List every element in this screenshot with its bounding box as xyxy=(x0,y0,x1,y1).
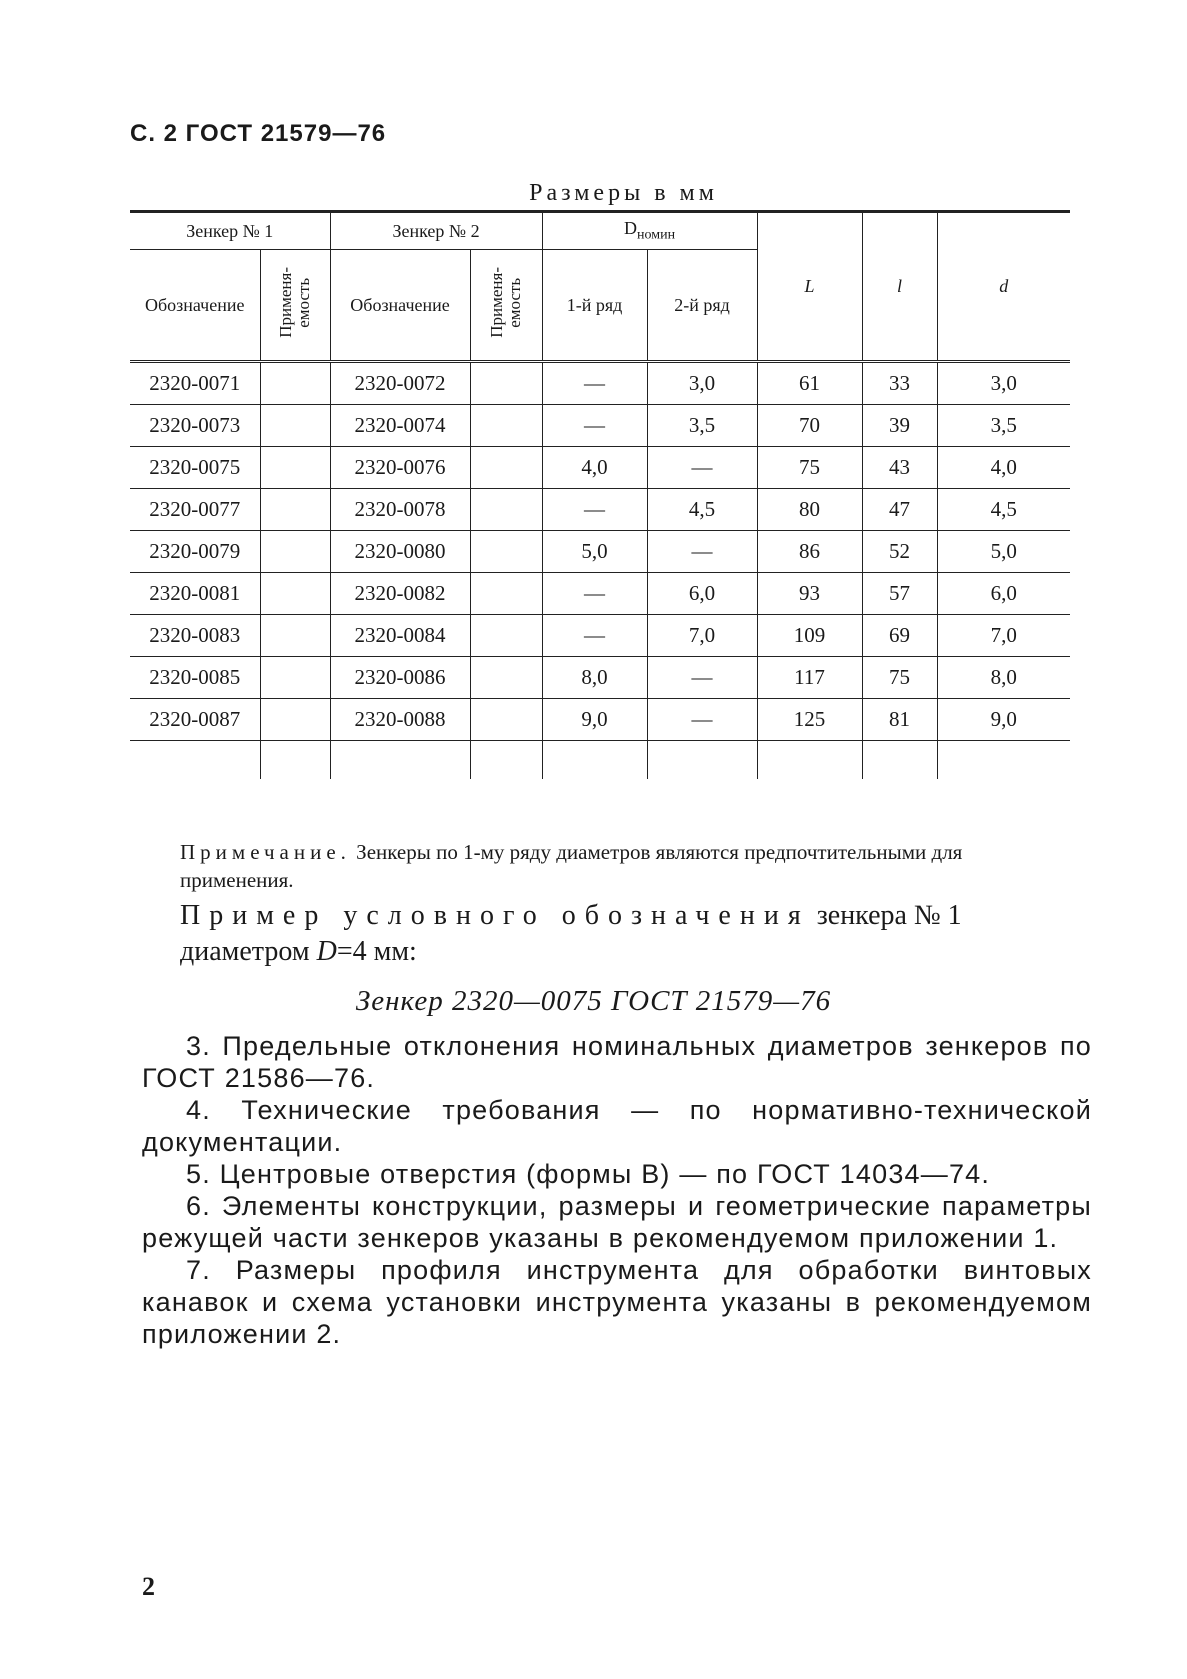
row1-value: — xyxy=(542,405,647,447)
example-rest: зенкера № 1 xyxy=(809,900,962,931)
L-value: 109 xyxy=(757,615,862,657)
z2-applicability xyxy=(470,405,542,447)
z2-applicability xyxy=(470,447,542,489)
row2-value: — xyxy=(647,657,757,699)
d-value: 8,0 xyxy=(937,657,1070,699)
z1-designation: 2320-0079 xyxy=(130,531,260,573)
z2-designation: 2320-0078 xyxy=(330,489,470,531)
l-value: 33 xyxy=(862,362,937,405)
L-value: 61 xyxy=(757,362,862,405)
z1-applicability xyxy=(260,699,330,741)
table-row xyxy=(130,573,1070,615)
filler-cell xyxy=(330,741,470,780)
table-row xyxy=(130,362,1070,405)
L-value: 75 xyxy=(757,447,862,489)
page-header: С. 2 ГОСТ 21579—76 xyxy=(130,120,387,147)
l-value: 69 xyxy=(862,615,937,657)
L-value: 125 xyxy=(757,699,862,741)
z1-applicability-header xyxy=(260,250,330,362)
d-value: 5,0 xyxy=(937,531,1070,573)
row2-value: 6,0 xyxy=(647,573,757,615)
col-L-header: L xyxy=(757,212,862,362)
dimensions-table xyxy=(130,210,1070,779)
row1-value: — xyxy=(542,362,647,405)
table-row xyxy=(130,699,1070,741)
z2-applicability xyxy=(470,573,542,615)
filler-cell xyxy=(130,741,260,780)
l-value: 57 xyxy=(862,573,937,615)
dnom-subscript: номин xyxy=(637,227,676,243)
z2-designation: 2320-0076 xyxy=(330,447,470,489)
d-value: 3,5 xyxy=(937,405,1070,447)
z2-designation: 2320-0084 xyxy=(330,615,470,657)
row2-value: — xyxy=(647,447,757,489)
row2-value: — xyxy=(647,531,757,573)
filler-cell xyxy=(937,741,1070,780)
row1-value: — xyxy=(542,489,647,531)
z2-designation: 2320-0080 xyxy=(330,531,470,573)
l-value: 39 xyxy=(862,405,937,447)
l-value: 52 xyxy=(862,531,937,573)
zenker2-header: Зенкер № 2 xyxy=(330,212,542,250)
d-value: 7,0 xyxy=(937,615,1070,657)
row1-value: 8,0 xyxy=(542,657,647,699)
d-value: 9,0 xyxy=(937,699,1070,741)
z2-applicability xyxy=(470,531,542,573)
z2-applicability-label: Применя- емость xyxy=(487,267,525,338)
l-value: 75 xyxy=(862,657,937,699)
d-value: 4,0 xyxy=(937,447,1070,489)
L-value: 93 xyxy=(757,573,862,615)
z1-applicability xyxy=(260,573,330,615)
z2-designation: 2320-0074 xyxy=(330,405,470,447)
row2-value: — xyxy=(647,699,757,741)
list-item: 7. Размеры профиля инструмента для обработки винтовых канавок и схема установки инструмента указаны в рекомендуемом приложении 2. xyxy=(142,1255,1092,1349)
z1-designation: 2320-0071 xyxy=(130,362,260,405)
table-row xyxy=(130,615,1070,657)
z1-applicability xyxy=(260,489,330,531)
filler-cell xyxy=(647,741,757,780)
table-row xyxy=(130,489,1070,531)
row1-header: 1-й ряд xyxy=(542,250,647,362)
z1-designation: 2320-0081 xyxy=(130,573,260,615)
dnom-symbol: D xyxy=(624,218,637,239)
L-value: 80 xyxy=(757,489,862,531)
zenker1-header: Зенкер № 1 xyxy=(130,212,330,250)
z2-designation-header: Обозначение xyxy=(330,250,470,362)
z1-applicability xyxy=(260,362,330,405)
z1-applicability xyxy=(260,447,330,489)
row1-value: 4,0 xyxy=(542,447,647,489)
z1-designation: 2320-0073 xyxy=(130,405,260,447)
l-value: 81 xyxy=(862,699,937,741)
row2-value: 3,5 xyxy=(647,405,757,447)
row2-value: 4,5 xyxy=(647,489,757,531)
z1-applicability xyxy=(260,657,330,699)
row2-header: 2-й ряд xyxy=(647,250,757,362)
z1-applicability-label: Применя- емость xyxy=(276,267,313,338)
example-line2-suffix: =4 мм: xyxy=(336,936,417,967)
table-body xyxy=(130,362,1070,780)
example-lead: Пример условного обозначения xyxy=(180,900,810,931)
d-value: 4,5 xyxy=(937,489,1070,531)
z1-designation-header: Обозначение xyxy=(130,250,260,362)
l-value: 47 xyxy=(862,489,937,531)
note-label: Примечание. xyxy=(180,840,351,864)
list-item: 5. Центровые отверстия (формы В) — по ГОСТ 14034—74. xyxy=(186,1159,991,1189)
designation-example: Зенкер 2320—0075 ГОСТ 21579—76 xyxy=(355,985,832,1017)
row1-value: 5,0 xyxy=(542,531,647,573)
dimensions-table-wrap xyxy=(130,210,1070,779)
d-value: 3,0 xyxy=(937,362,1070,405)
L-value: 117 xyxy=(757,657,862,699)
col-d-header: d xyxy=(937,212,1070,362)
items-list xyxy=(142,1030,1092,1350)
z2-applicability xyxy=(470,489,542,531)
L-value: 70 xyxy=(757,405,862,447)
filler-cell xyxy=(260,741,330,780)
z1-designation: 2320-0087 xyxy=(130,699,260,741)
page-number: 2 xyxy=(142,1572,155,1601)
table-row xyxy=(130,657,1070,699)
L-value: 86 xyxy=(757,531,862,573)
z1-applicability xyxy=(260,531,330,573)
filler-cell xyxy=(862,741,937,780)
z1-applicability xyxy=(260,405,330,447)
filler-cell xyxy=(757,741,862,780)
z1-designation: 2320-0083 xyxy=(130,615,260,657)
col-l-header: l xyxy=(862,212,937,362)
z2-applicability xyxy=(470,615,542,657)
l-value: 43 xyxy=(862,447,937,489)
table-row xyxy=(130,531,1070,573)
list-item: 6. Элементы конструкции, размеры и геометрические параметры режущей части зенкеров указаны в рекомендуемом приложении 1. xyxy=(142,1191,1092,1253)
row1-value: 9,0 xyxy=(542,699,647,741)
row2-value: 3,0 xyxy=(647,362,757,405)
z2-applicability xyxy=(470,657,542,699)
z2-applicability xyxy=(470,362,542,405)
table-filler-row xyxy=(130,741,1070,780)
z2-designation: 2320-0072 xyxy=(330,362,470,405)
z2-applicability-header xyxy=(470,250,542,362)
z2-designation: 2320-0082 xyxy=(330,573,470,615)
z2-designation: 2320-0086 xyxy=(330,657,470,699)
example-variable: D xyxy=(316,936,337,967)
filler-cell xyxy=(470,741,542,780)
filler-cell xyxy=(542,741,647,780)
example-paragraph xyxy=(180,898,1085,970)
units-caption: Размеры в мм xyxy=(529,180,718,206)
z1-applicability xyxy=(260,615,330,657)
table-row xyxy=(130,447,1070,489)
z2-designation: 2320-0088 xyxy=(330,699,470,741)
list-item: 3. Предельные отклонения номинальных диаметров зенкеров по ГОСТ 21586—76. xyxy=(142,1031,1092,1093)
table-row xyxy=(130,405,1070,447)
example-line2-prefix: диаметром xyxy=(180,936,317,967)
z1-designation: 2320-0077 xyxy=(130,489,260,531)
d-value: 6,0 xyxy=(937,573,1070,615)
row1-value: — xyxy=(542,573,647,615)
list-item: 4. Технические требования — по нормативно-технической документации. xyxy=(142,1095,1092,1157)
z1-designation: 2320-0075 xyxy=(130,447,260,489)
dnom-header xyxy=(542,212,757,250)
z1-designation: 2320-0085 xyxy=(130,657,260,699)
z2-applicability xyxy=(470,699,542,741)
note xyxy=(180,838,1080,894)
note-text: Зенкеры по 1-му ряду диаметров являются предпочтительными для применения. xyxy=(180,840,963,892)
row2-value: 7,0 xyxy=(647,615,757,657)
row1-value: — xyxy=(542,615,647,657)
